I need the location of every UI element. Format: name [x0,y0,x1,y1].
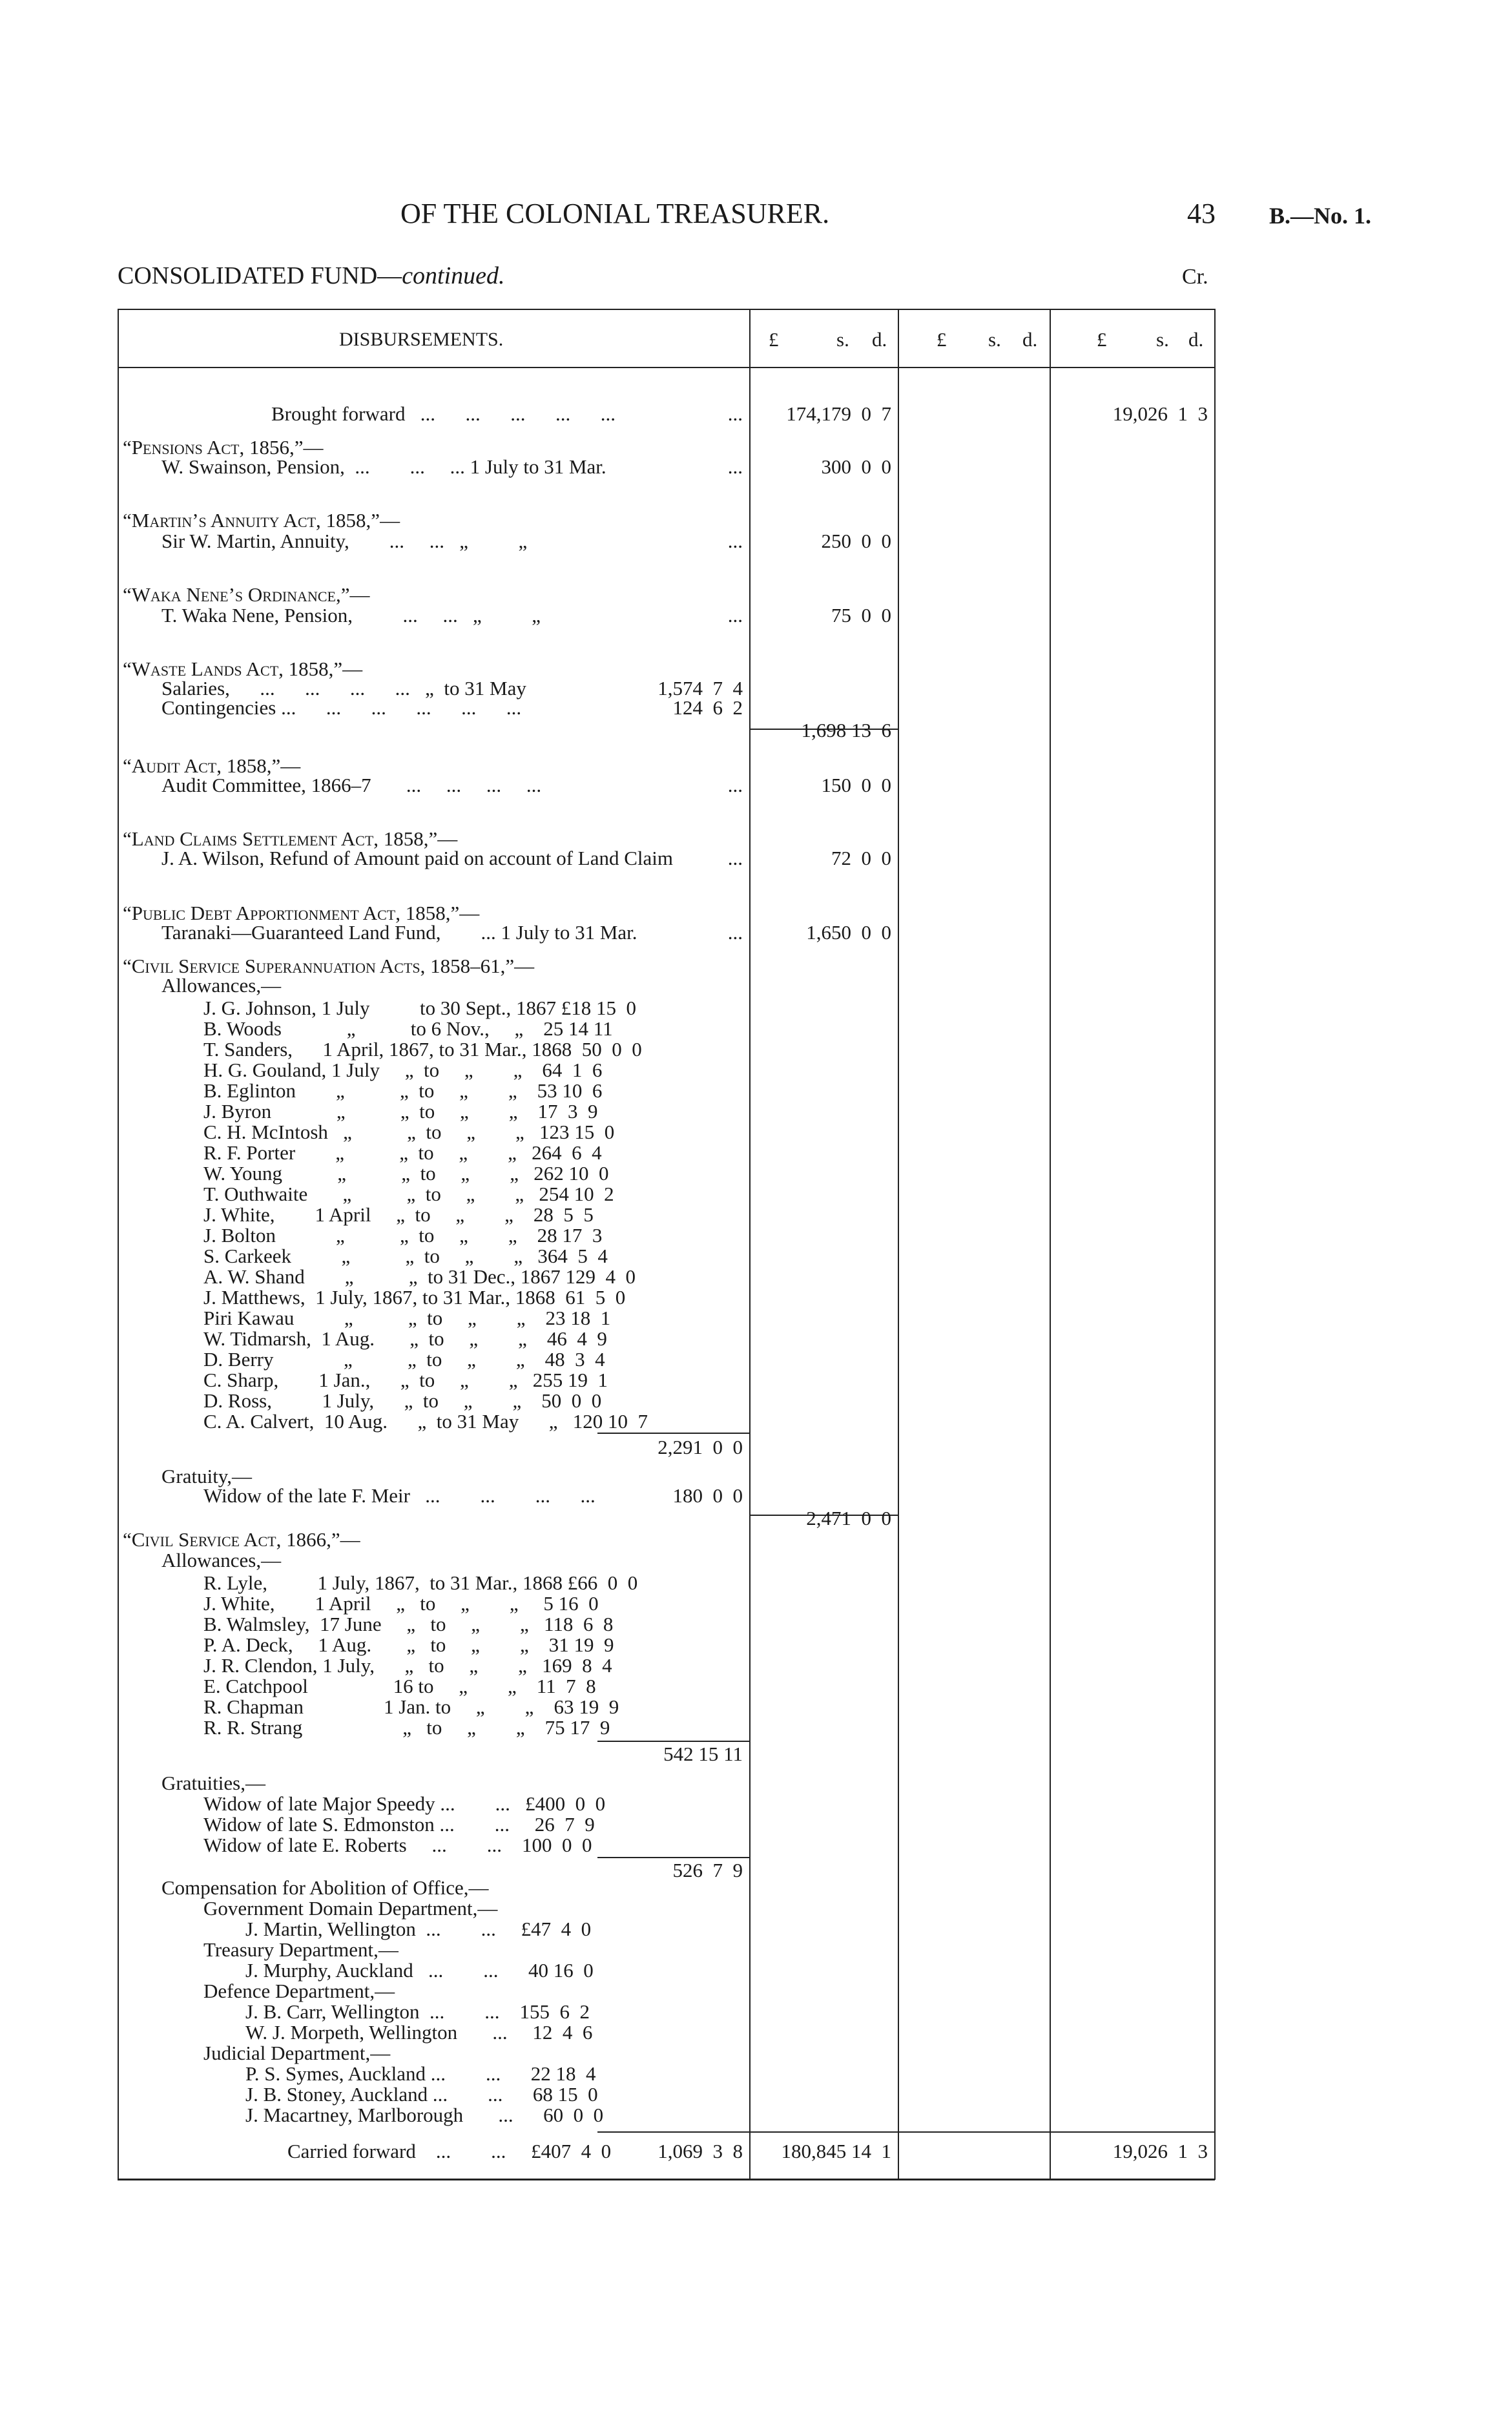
table-right-border [1214,309,1216,2180]
row-description: J. Bolton „ „ to „ „ 28 17 3 [203,1224,603,1247]
row-description: D. Ross, 1 July, „ to „ „ 50 0 0 [203,1389,602,1412]
row-description: Brought forward ... ... ... ... ... [271,402,616,425]
amount-col-2: 300 0 0 [821,455,891,478]
row-description: Allowances,— [161,1549,282,1571]
row-description: Sir W. Martin, Annuity, ... ... „ „ [161,530,528,552]
column-divider-2 [898,309,899,2180]
amount-col-2: 1,650 0 0 [806,921,891,944]
subtotal-rule [597,1433,749,1434]
section-heading: “Public Debt Apportionment Act, 1858,”— [123,902,480,924]
amount-col-1: ... [727,604,743,627]
amount-col-1: ... [727,774,743,796]
row-description: C. H. McIntosh „ „ to „ „ 123 15 0 [203,1121,615,1143]
row-description: W. Young „ „ to „ „ 262 10 0 [203,1162,609,1185]
amount-col-1: ... [727,921,743,944]
row-description: Allowances,— [161,974,282,997]
row-description: W. J. Morpeth, Wellington ... 12 4 6 [245,2021,593,2044]
row-description: P. S. Symes, Auckland ... ... 22 18 4 [245,2062,596,2085]
row-description: B. Walmsley, 17 June „ to „ „ 118 6 8 [203,1613,614,1635]
row-description: Gratuity,— [161,1465,253,1487]
page-title: OF THE COLONIAL TREASURER. [400,198,830,229]
row-description: P. A. Deck, 1 Aug. „ to „ „ 31 19 9 [203,1633,614,1656]
table-left-border [118,309,119,2180]
row-description: S. Carkeek „ „ to „ „ 364 5 4 [203,1245,608,1267]
row-description: Compensation for Abolition of Office,— [161,1876,489,1899]
col-head-pounds: £ [937,328,947,351]
row-description: B. Eglinton „ „ to „ „ 53 10 6 [203,1079,603,1102]
row-description: Audit Committee, 1866–7 ... ... ... ... [161,774,542,796]
section-heading: “Civil Service Superannuation Acts, 1858–61,”— [123,955,535,977]
section-heading: “Civil Service Act, 1866,”— [123,1528,360,1551]
amount-col-3: 19,026 1 3 [1112,2140,1208,2162]
row-description: Widow of late S. Edmonston ... ... 26 7 9 [203,1813,595,1836]
row-description: Salaries, ... ... ... ... „ to 31 May [161,677,526,699]
row-description: J. Macartney, Marlborough ... 60 0 0 [245,2104,604,2126]
amount-col-1: ... [727,530,743,552]
row-description: B. Woods „ to 6 Nov., „ 25 14 11 [203,1017,613,1040]
column-divider-3 [1050,309,1051,2180]
row-description: T. Waka Nene, Pension, ... ... „ „ [161,604,541,627]
amount-col-2: 2,471 0 0 [806,1507,891,1529]
row-description: J. Byron „ „ to „ „ 17 3 9 [203,1100,598,1123]
amount-col-1: 2,291 0 0 [658,1436,743,1458]
row-description: J. White, 1 April „ to „ „ 5 16 0 [203,1592,599,1615]
amount-col-2: 72 0 0 [831,847,891,869]
row-description: J. B. Carr, Wellington ... ... 155 6 2 [245,2000,590,2023]
row-description: W. Tidmarsh, 1 Aug. „ to „ „ 46 4 9 [203,1327,607,1350]
section-heading: “Pensions Act, 1856,”— [123,436,324,459]
amount-col-1: 542 15 11 [663,1743,743,1765]
amount-col-1: 1,574 7 4 [658,677,743,699]
col-head-pence: d. [872,328,887,351]
amount-col-2: 250 0 0 [821,530,891,552]
row-description: J. White, 1 April „ to „ „ 28 5 5 [203,1203,594,1226]
section-heading: “Martin’s Annuity Act, 1858,”— [123,509,400,532]
row-description: J. Murphy, Auckland ... ... 40 16 0 [245,1959,594,1982]
row-description: D. Berry „ „ to „ „ 48 3 4 [203,1348,605,1371]
amount-col-1: 180 0 0 [672,1484,743,1507]
row-description: Widow of late E. Roberts ... ... 100 0 0 [203,1834,592,1856]
document-reference: B.—No. 1. [1269,203,1372,229]
subtotal-rule [597,1857,749,1858]
col-head-pence: d. [1022,328,1038,351]
row-description: T. Outhwaite „ „ to „ „ 254 10 2 [203,1183,614,1205]
page-number: 43 [1187,198,1216,229]
row-description: H. G. Gouland, 1 July „ to „ „ 64 1 6 [203,1059,603,1081]
amount-col-1: 1,069 3 8 [658,2140,743,2162]
fund-name: CONSOLIDATED FUND— [118,262,402,289]
row-description: Defence Department,— [203,1980,395,2002]
row-description: E. Catchpool 16 to „ „ 11 7 8 [203,1675,596,1697]
row-description: W. Swainson, Pension, ... ... ... 1 July to 31 Mar. [161,455,606,478]
row-description: T. Sanders, 1 April, 1867, to 31 Mar., 1868 50 0 0 [203,1038,642,1061]
row-description: Contingencies ... ... ... ... ... ... [161,696,522,719]
subtotal-rule [751,2131,1214,2133]
fund-continued: continued. [402,262,505,289]
row-description: C. Sharp, 1 Jan., „ to „ „ 255 19 1 [203,1369,608,1391]
subtotal-rule [597,1741,749,1742]
row-description: A. W. Shand „ „ to 31 Dec., 1867 129 4 0 [203,1265,636,1288]
row-description: R. F. Porter „ „ to „ „ 264 6 4 [203,1141,602,1164]
row-description: Widow of late Major Speedy ... ... £400 0 0 [203,1792,606,1815]
amount-col-3: 19,026 1 3 [1112,402,1208,425]
col-head-pounds: £ [1097,328,1107,351]
row-description: Treasury Department,— [203,1938,399,1961]
amount-col-2: 174,179 0 7 [786,402,891,425]
col-head-shillings: s. [988,328,1001,351]
section-heading: “Audit Act, 1858,”— [123,754,301,777]
disbursements-header: DISBURSEMENTS. [339,329,504,350]
section-heading: “Land Claims Settlement Act, 1858,”— [123,827,458,850]
row-description: R. Chapman 1 Jan. to „ „ 63 19 9 [203,1695,619,1718]
row-description: J. Martin, Wellington ... ... £47 4 0 [245,1918,592,1940]
row-description: Piri Kawau „ „ to „ „ 23 18 1 [203,1307,611,1329]
col-head-pence: d. [1188,328,1204,351]
subtotal-rule [597,2131,749,2133]
credit-label: Cr. [1182,265,1208,289]
row-description: Carried forward ... ... £407 4 0 [287,2140,612,2162]
row-description: J. B. Stoney, Auckland ... ... 68 15 0 [245,2083,598,2106]
column-divider-1 [749,309,751,2180]
col-head-shillings: s. [1156,328,1169,351]
amount-col-2: 150 0 0 [821,774,891,796]
row-description: Government Domain Department,— [203,1897,498,1920]
row-description: Widow of the late F. Meir ... ... ... ... [203,1484,595,1507]
amount-col-1: 124 6 2 [672,696,743,719]
row-description: J. A. Wilson, Refund of Amount paid on account of Land Claim [161,847,674,869]
row-description: J. G. Johnson, 1 July to 30 Sept., 1867 £18 15 0 [203,997,636,1019]
section-heading: “Waste Lands Act, 1858,”— [123,658,363,680]
row-description: Gratuities,— [161,1772,265,1794]
row-description: J. R. Clendon, 1 July, „ to „ „ 169 8 4 [203,1654,612,1677]
fund-heading [118,262,505,290]
row-description: R. R. Strang „ to „ „ 75 17 9 [203,1716,610,1739]
amount-col-1: 526 7 9 [672,1859,743,1881]
row-description: C. A. Calvert, 10 Aug. „ to 31 May „ 120 10 7 [203,1410,648,1433]
row-description: J. Matthews, 1 July, 1867, to 31 Mar., 1868 61 5 0 [203,1286,626,1309]
col-head-pounds: £ [769,328,779,351]
amount-col-2: 180,845 14 1 [781,2140,891,2162]
amount-col-2: 75 0 0 [831,604,891,627]
row-description: R. Lyle, 1 July, 1867, to 31 Mar., 1868 £66 0 0 [203,1571,638,1594]
section-heading: “Waka Nene’s Ordinance,”— [123,583,370,606]
amount-col-1: ... [727,847,743,869]
amount-col-2: 1,698 13 6 [801,719,891,741]
col-head-shillings: s. [836,328,849,351]
row-description: Judicial Department,— [203,2042,391,2064]
amount-col-1: ... [727,455,743,478]
row-description: Taranaki—Guaranteed Land Fund, ... 1 July to 31 Mar. [161,921,637,944]
amount-col-1: ... [727,402,743,425]
